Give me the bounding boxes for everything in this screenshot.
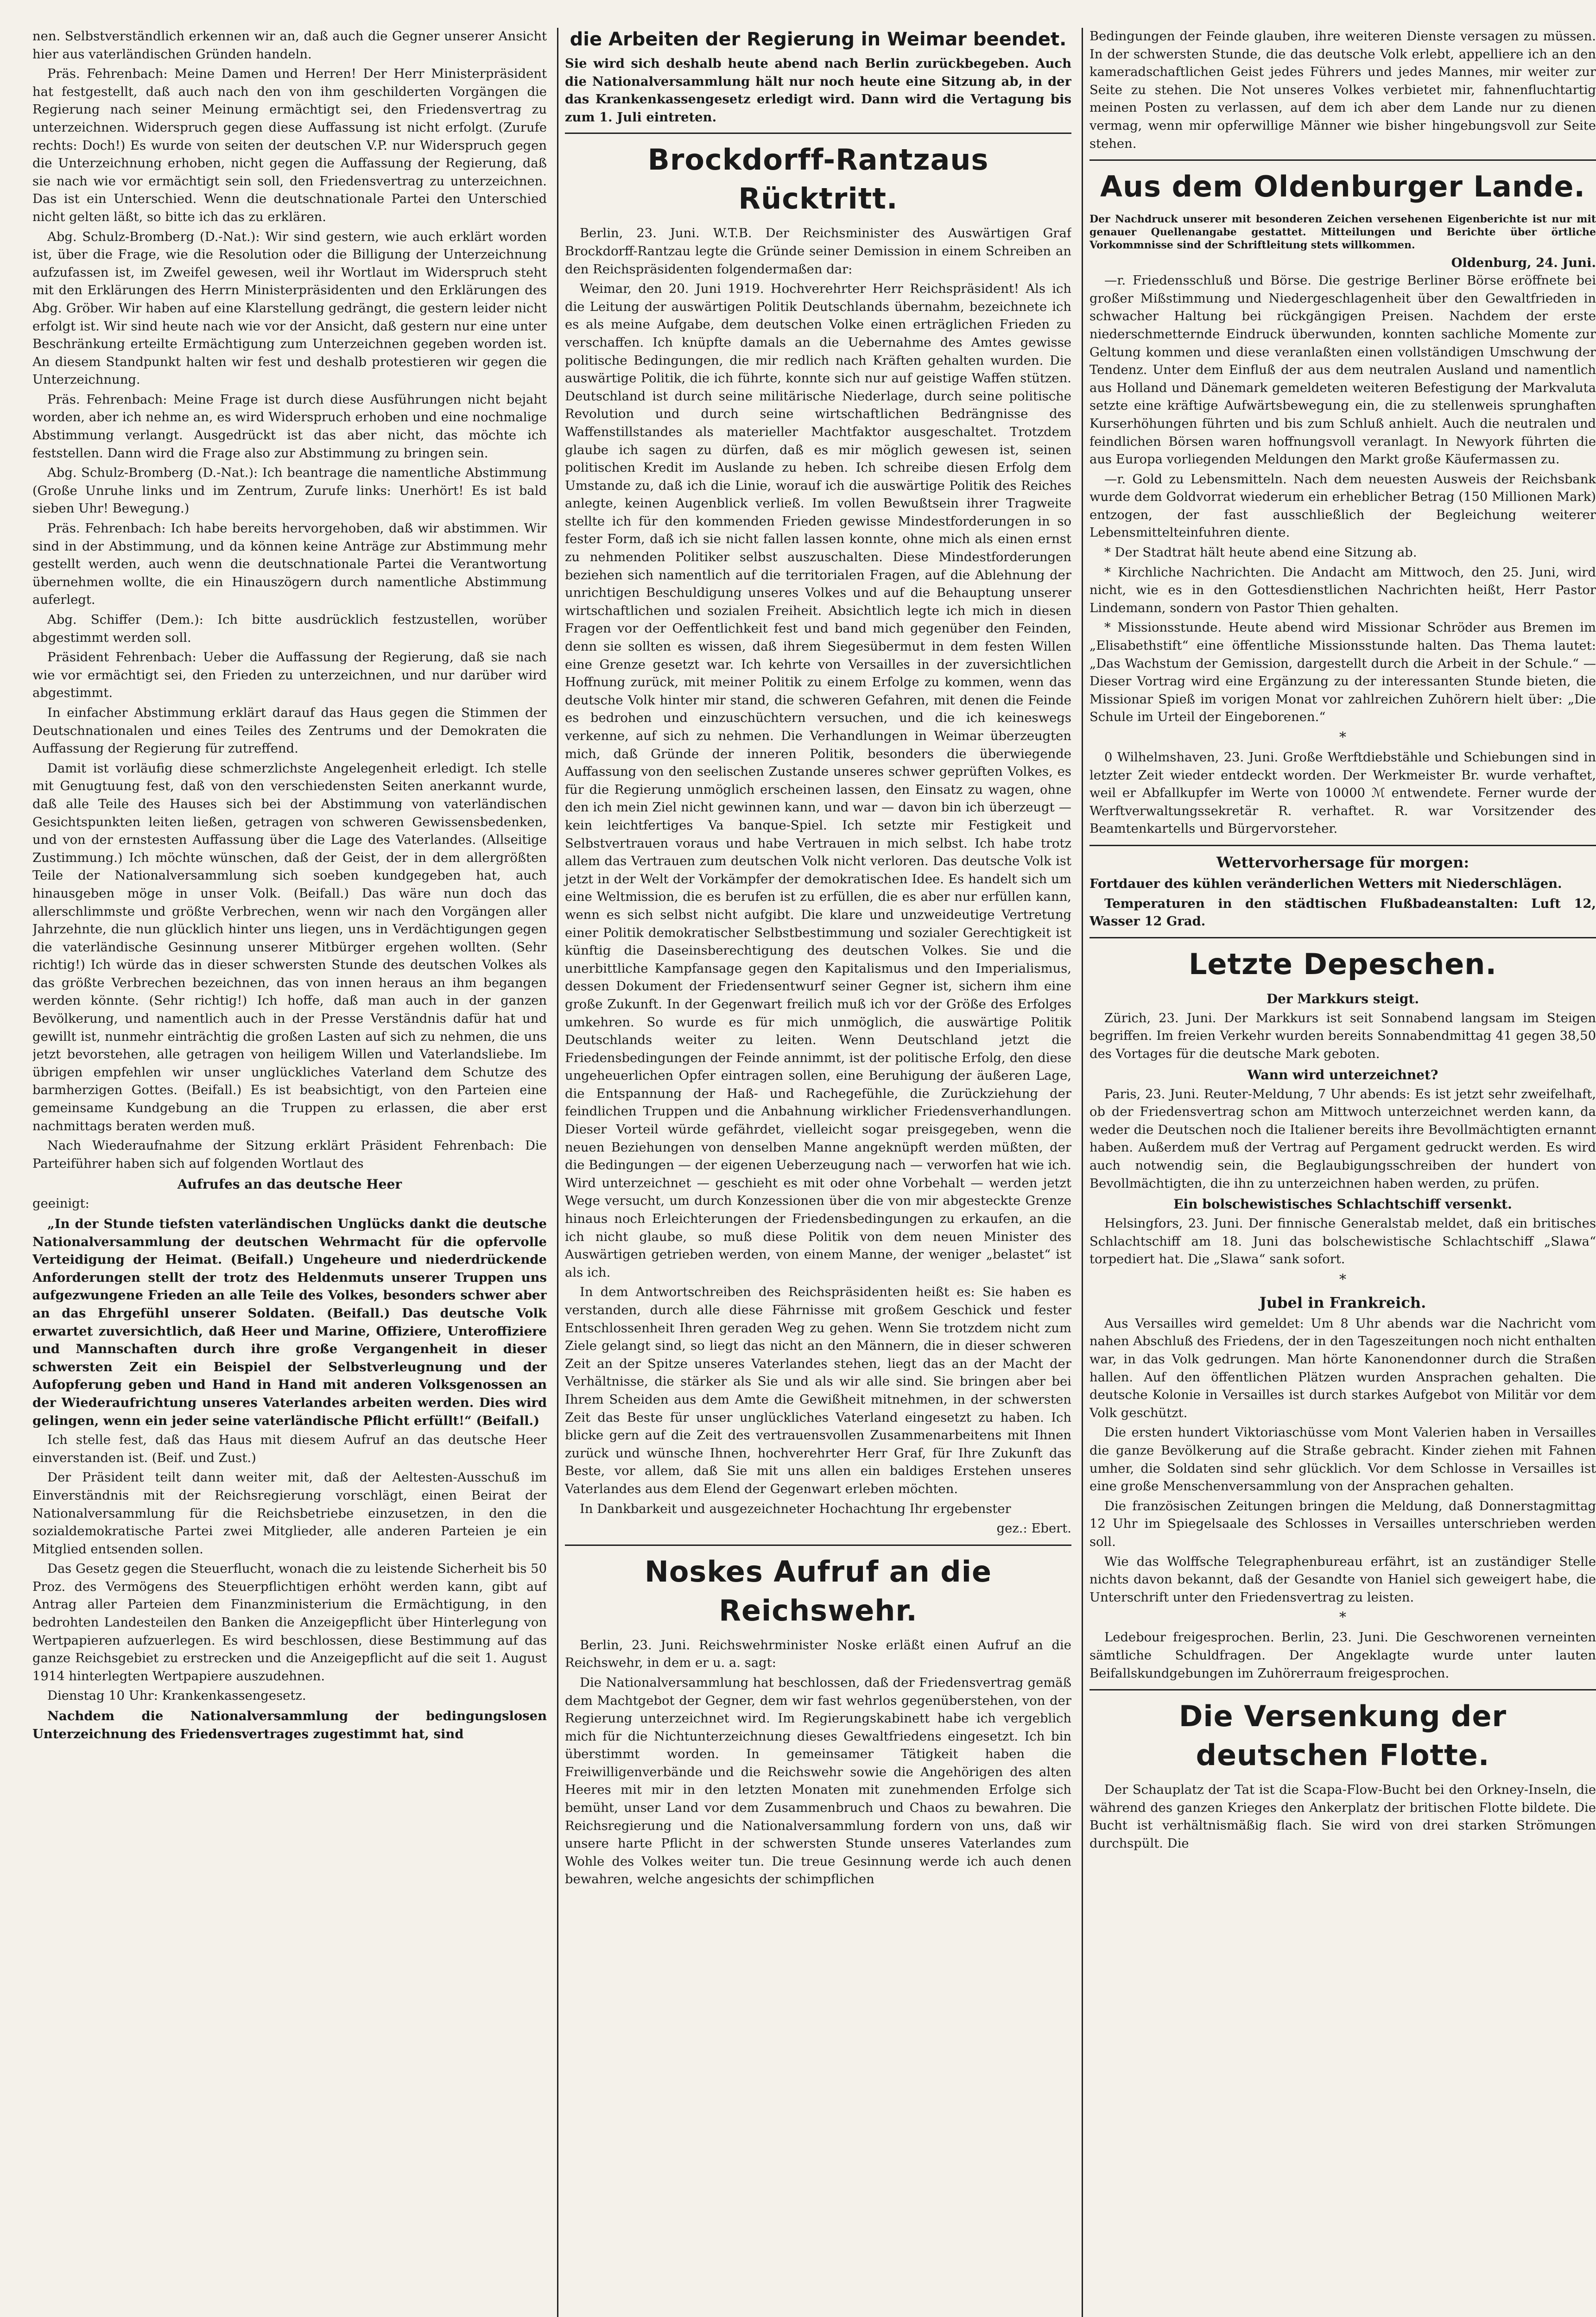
- headline-aus-dem-oldenburger-lande: Aus dem Oldenburger Lande.: [1100, 170, 1585, 204]
- dateline: Oldenburg, 24. Juni.: [1451, 255, 1596, 271]
- article-paragraph: —r. Gold zu Lebensmitteln. Nach dem neuesten Ausweis der Reichsbank wurde dem Goldvorrat wiederum ein erheblicher Betrag (150 Millionen Mark) entzogen, der fast ausschließlich der Begleichung weiterer Lebensmittelteinfuhren diente.: [1089, 472, 1596, 540]
- article-paragraph: Weimar, den 20. Juni 1919. Hochverehrter Herr Reichspräsident! Als ich die Leitung der auswärtigen Politik Deutschlands übernahm, bezeichnete ich es als meine Aufgabe, dem deutschen Volke einen erträglichen Frieden zu verschaffen. Ich knüpfte damals an die Uebernahme des Amtes gewisse politische Bedingungen, die mir redlich nach Kräften gehalten wurden. Die auswärtige Politik, die ich führte, konnte sich nur auf geistige Waffen stützen. Deutschland ist durch seine militärische Niederlage, durch seine politische Revolution und durch seine wirtschaftlichen Bedrängnisse des Waffenstillstandes als materieller Machtfaktor ausgeschaltet. Trotzdem glaube ich sagen zu dürfen, daß es mir möglich gewesen ist, seinen politischen Kredit im Auslande zu heben. Ich schreibe diesen Erfolg dem Umstande zu, daß ich die Linie, worauf ich die auswärtige Politik des Reiches anlegte, keinen Augenblick verließ. Im vollen Bewußtsein ihrer Tragweite stellte ich für den kommenden Frieden gewisse Mindestforderungen in so fester Form, daß ich sie nicht fallen lassen konnte, ohne mich als einen ernst zu nehmenden Politiker selbst auszuschalten. Diese Mindestforderungen beziehen sich namentlich auf die territorialen Fragen, auf die Ablehnung der unrichtigen Beschuldigung unseres Volkes und auf die Behauptung unserer wirtschaftlichen und sozialen Freiheit. Absichtlich legte ich mich in diesen Fragen vor der Oeffentlichkeit fest und band mich gegenüber den Feinden, denn sie sollten es wissen, daß ihrem Siegesübermut in dem festen Willen eine Grenze gesetzt war. Ich kehrte von Versailles in der zuversichtlichen Hoffnung zurück, mit meiner Politik zu einem Erfolge zu kommen, wenn das deutsche Volk hinter mir stand, die schweren Gefahren, mit denen die Feinde es bedrohen und einzuschüchtern versuchen, und die ich keineswegs verkenne, auf sich zu nehmen. Die Verhandlungen in Weimar überzeugten mich, daß Gründe der inneren Politik, besonders die überwiegende Auffassung von den seelischen Zustande unseres schwer geprüften Volkes, es für die Regierung unmöglich erscheinen lassen, den Einsatz zu wagen, ohne den ich mein Ziel nicht gewinnen kann, und war — davon bin ich überzeugt — kein leichtfertiges Va banque-Spiel. Ich setzte mir Festigkeit und Selbstvertrauen voraus und habe Vertrauen in mich selbst. Ich habe trotz allem das Vertrauen zum deutschen Volk nicht verloren. Das deutsche Volk ist jetzt in der Welt der Vorkämpfer der demokratischen Idee. Es handelt sich um eine Weltmission, die es berufen ist zu erfüllen, die es aber nur erfüllen kann, wenn es sich selbst nicht aufgibt. Die klare und unzweideutige Vertretung einer Politik demokratischer Selbstbestimmung und sozialer Gerechtigkeit ist künftig die Daseinsberechtigung des deutschen Volkes. Sie und die unerbittliche Kampfansage gegen den Kapitalismus und den Imperialismus, dessen Dokument der Friedensentwurf seiner Gegner ist, sichern ihm eine große Zukunft. In der Gegenwart freilich muß ich vor der Größe des Erfolges umkehren. So wurde es für mich unmöglich, die auswärtige Politik Deutschlands weiter zu leiten. Wenn Deutschland jetzt die Friedensbedingungen der Feinde annimmt, ist der politische Erfolg, den diese ungeheuerlichen Opfer eintragen sollen, eine Beruhigung der äußeren Lage, die Entspannung der Haß- und Rachegefühle, die Zurückziehung der feindlichen Truppen und die Anbahnung wirklicher Friedensverhandlungen. Dieser Vorteil würde gefährdet, vielleicht sogar preisgegeben, wenn die neuen Beziehungen von denselben Manne angeknüpft werden müßten, der die Bedingungen — der eigenen Ueberzeugung nach — verworfen hat wie ich. Wird unterzeichnet — geschieht es mit oder ohne Vorbehalt — werden jetzt Wege versucht, um durch Konzessionen über die von mir abgesteckte Grenze hinaus noch Erleichterungen der Friedensbedingungen zu erkaufen, an die ich nicht glaube, so muß diese Politik von dem neuen Minister des Auswärtigen getrieben werden, von einem Manne, der weniger „belastet“ ist als ich.: [565, 282, 1071, 1280]
- article-paragraph: Berlin, 23. Juni. W.T.B. Der Reichsminister des Auswärtigen Graf Brockdorff-Rantzau legte die Gründe seiner Demission in einem Schreiben an den Reichspräsidenten folgendermaßen dar:: [565, 226, 1071, 277]
- reprint-notice: Der Nachdruck unserer mit besonderen Zeichen versehenen Eigenberichte ist nur mit genauer Quellenangabe gestattet. Mitteilungen und Berichte über örtliche Vorkommnisse sind der Schriftleitung stets willkommen.: [1089, 213, 1596, 252]
- article-paragraph: Bedingungen der Feinde glauben, ihre weiteren Dienste versagen zu müssen. In der schwersten Stunde, die das deutsche Volk erlebt, appelliere ich an den kameradschaftlichen Geist jedes Führers und jedes Mannes, mir weiter zur Seite zu stehen. Die Not unseres Volkes verbietet mir, fahnenfluchtartig meinen Posten zu verlassen, auf dem ich aber dem Lande nur zu dienen vermag, wenn mir opferwillige Männer wie bisher hingebungsvoll zur Seite stehen.: [1089, 29, 1596, 151]
- article-paragraph: Zürich, 23. Juni. Der Markkurs ist seit Sonnabend langsam im Steigen begriffen. Im freien Verkehr wurden bereits Sonnabendmittag 41 gegen 38,50 des Vortages für die deutsche Mark geboten.: [1089, 1011, 1596, 1061]
- article-paragraph: Temperaturen in den städtischen Flußbadeanstalten: Luft 12, Wasser 12 Grad.: [1089, 896, 1596, 929]
- section-divider: [1089, 937, 1596, 938]
- headline-jubel-in-frankreich: Jubel in Frankreich.: [1259, 1293, 1426, 1311]
- headline-die-versenkung-der-deutschen-flotte: Die Versenkung der deutschen Flotte.: [1178, 1699, 1507, 1773]
- headline-ein-bolschewistisches-schlachtschiff-ver: Ein bolschewistisches Schlachtschiff versenkt.: [1173, 1196, 1512, 1212]
- headline-noskes-aufruf-an-die-reichswehr: Noskes Aufruf an die Reichswehr.: [644, 1554, 992, 1627]
- section-asterisk: *: [1339, 1609, 1346, 1626]
- article-paragraph: Paris, 23. Juni. Reuter-Meldung, 7 Uhr abends: Es ist jetzt sehr zweifelhaft, ob der Friedensvertrag schon am Mittwoch unterzeichnet werden kann, da weder die Deutschen noch die Italiener bereits ihre Bevollmächtigten ernannt haben. Außerdem muß der Vertrag auf Pergament gedruckt werden. Es wird auch notwendig sein, die Beglaubigungsschreiben der hundert von Bevollmächtigten, die ihn zu unterzeichnen haben werden, zu prüfen.: [1089, 1087, 1596, 1191]
- headline-brockdorff-rantzaus-rücktritt: Brockdorff-Rantzaus Rücktritt.: [647, 143, 989, 216]
- article-paragraph: Abg. Schulz-Bromberg (D.-Nat.): Wir sind gestern, wie auch erklärt worden ist, über die Frage, wie die Resolution oder die Billigung der Unterzeichnung aufzufassen ist, im Zweifel gewesen, weil ihr Wortlaut im Widerspruch steht mit den Erklärungen des Herrn Ministerpräsidenten und den Erklärungen des Abg. Gröber. Wir haben auf eine Klarstellung gedrängt, die gestern leider nicht erfolgt ist. Wir sind heute nach wie vor der Ansicht, daß gestern nur eine unter Beschränkung erteilte Ermächtigung zum Unterzeichnen gegeben worden ist. An diesem Standpunkt halten wir fest und deshalb protestieren wir gegen die Unterzeichnung.: [32, 229, 547, 387]
- right-column: [1082, 28, 1596, 2317]
- article-paragraph: Ich stelle fest, daß das Haus mit diesem Aufruf an das deutsche Heer einverstanden ist. (Beif. und Zust.): [32, 1433, 547, 1465]
- middle-column: [557, 28, 1071, 2317]
- article-paragraph: Dienstag 10 Uhr: Krankenkassengesetz.: [47, 1689, 306, 1703]
- article-paragraph: Damit ist vorläufig diese schmerzlichste Angelegenheit erledigt. Ich stelle mit Genugtuung fest, daß von den verschiedensten Seiten anerkannt wurde, daß alle Teile des Hauses sich bei der Abstimmung von vaterländischen Gesichtspunkten leiten ließen, getragen von schweren Gewissensbedenken, und von der ernstesten Auffassung über die Lage des Vaterlandes. (Allseitige Zustimmung.) Ich möchte wünschen, daß der Geist, der in dem allergrößten Teile der Nationalversammlung sich soeben kundgegeben hat, auch hinausgeben möge in unser Volk. (Beifall.) Das wäre nun doch das allerschlimmste und größte Verbrechen, wenn wir nach den Vorgängen aller Jahrzehnte, die nun glücklich hinter uns liegen, uns in Verdächtigungen gegen die vaterländische Gesinnung unserer Mitbürger ergehen wollten. (Sehr richtig!) Ich würde das in dieser schwersten Stunde des deutschen Volkes als das größte Verbrechen bezeichnen, das von innen heraus an ihm begangen werden könnte. (Sehr richtig!) Ich hoffe, daß man auch in der ganzen Bevölkerung, und namentlich auch in der Presse Verständnis dafür hat und gewillt ist, nunmehr einträchtig die großen Lasten auf sich zu nehmen, die uns jetzt bevorstehen, alle getragen von heiligem Willen und Vaterlandsliebe. Im übrigen empfehlen wir unser unglückliches Vaterland dem Schutze des barmherzigen Gottes. (Beifall.) Es ist beabsichtigt, von den Parteien eine gemeinsame Kundgebung an die Truppen zu erlassen, die aber erst nachmittags beraten werden muß.: [32, 761, 547, 1133]
- article-paragraph: Die französischen Zeitungen bringen die Meldung, daß Donnerstagmittag 12 Uhr im Spiegelsaale des Schlosses in Versailles unterschrieben werden soll.: [1089, 1499, 1596, 1549]
- headline-der-markkurs-steigt: Der Markkurs steigt.: [1266, 991, 1419, 1007]
- article-paragraph: —r. Friedensschluß und Börse. Die gestrige Berliner Börse eröffnete bei großer Mißstimmung und Niedergeschlagenheit über den Gewaltfrieden in schwacher Haltung bei rückgängigen Preisen. Nachdem der erste niederschmetternde Eindruck überwunden, konnten sachliche Momente zur Geltung kommen und diese veranlaßten einen vollständigen Umschwung der Tendenz. Unter dem Einfluß der aus dem neutralen Ausland und namentlich aus Holland und Dänemark gemeldeten weiteren Befestigung der Markvaluta setzte eine kräftige Aufwärtsbewegung ein, die zu stellenweis sprunghaften Kurserhöhungen führten und bis zum Schluß anhielt. Auch die neutralen und feindlichen Börsen waren hoffnungsvoll veranlagt. In Newyork führten die aus Europa vorliegenden Meldungen den Markt große Käufermassen zu.: [1089, 273, 1596, 467]
- article-paragraph: Ledebour freigesprochen. Berlin, 23. Juni. Die Geschworenen verneinten sämtliche Schuldfragen. Der Angeklagte wurde unter lauten Beifallskundgebungen im Zuhörerraum freigesprochen.: [1089, 1630, 1596, 1681]
- article-paragraph: Der Schauplatz der Tat ist die Scapa-Flow-Bucht bei den Orkney-Inseln, die während des ganzen Krieges den Ankerplatz der britischen Flotte bildete. Die Bucht ist verhältnismäßig flach. Sie wird von drei starken Strömungen durchspült. Die: [1089, 1783, 1596, 1851]
- article-paragraph: In einfacher Abstimmung erklärt darauf das Haus gegen die Stimmen der Deutschnationalen und eines Teiles des Zentrums und der Demokraten die Auffassung der Regierung für zutreffend.: [32, 705, 547, 756]
- article-paragraph: Wie das Wolffsche Telegraphenbureau erfährt, ist an zuständiger Stelle nichts davon bekannt, daß der Gesandte von Haniel sich geweigert habe, die Unterschrift unter den Friedensvertrag zu leisten.: [1089, 1554, 1596, 1605]
- headline-wettervorhersage-für-morgen: Wettervorhersage für morgen:: [1216, 853, 1469, 871]
- article-paragraph: Sie wird sich deshalb heute abend nach Berlin zurückbegeben. Auch die Nationalversammlung hält nur noch heute eine Sitzung ab, in der das Krankenkassengesetz erledigt wird. Dann wird die Vertagung bis zum 1. Juli eintreten.: [565, 56, 1071, 125]
- article-paragraph: Abg. Schiffer (Dem.): Ich bitte ausdrücklich festzustellen, worüber abgestimmt werden soll.: [32, 613, 547, 645]
- article-paragraph: Abg. Schulz-Bromberg (D.-Nat.): Ich beantrage die namentliche Abstimmung (Große Unruhe links und im Zentrum, Zurufe links: Unerhört! Es ist bald sieben Uhr! Bewegung.): [32, 466, 547, 516]
- section-divider: [565, 133, 1071, 134]
- article-paragraph: „In der Stunde tiefsten vaterländischen Unglücks dankt die deutsche Nationalversammlung der deutschen Wehrmacht für die opfervolle Verteidigung der Heimat. (Beifall.) Ungeheure und niederdrückende Anforderungen stellt der trotz des Heldenmuts unserer Truppen uns aufgezwungene Frieden an alle Teile des Volkes, besonders schwer aber an das Ehrgefühl unserer Soldaten. (Beifall.) Das deutsche Volk erwartet zuversichtlich, daß Heer und Marine, Offiziere, Unteroffiziere und Mannschaften durch ihre große Vergangenheit in dieser schwersten Zeit ein Beispiel der Selbstverleugnung und der Aufopferung geben und Hand in Hand mit anderen Volksgenossen an der Wiederaufrichtung unseres Vaterlandes arbeiten werden. Dies wird gelingen, wenn ein jeder seine vaterländische Pflicht erfüllt!“ (Beifall.): [32, 1216, 547, 1428]
- article-paragraph: Nachdem die Nationalversammlung der bedingungslosen Unterzeichnung des Friedensvertrages zugestimmt hat, sind: [32, 1709, 547, 1741]
- section-divider: [1089, 1689, 1596, 1690]
- section-asterisk: *: [1339, 729, 1346, 746]
- article-paragraph: Präs. Fehrenbach: Ich habe bereits hervorgehoben, daß wir abstimmen. Wir sind in der Abstimmung, und da können keine Anträge zur Abstimmung mehr gestellt werden, auch wenn die deutschnationale Partei die Verantwortung übernehmen wollte, die ein Hinauszögern durch namentliche Abstimmung auferlegt.: [32, 521, 547, 608]
- section-divider: [1089, 159, 1596, 161]
- headline-die-arbeiten-der-regierung-in-weimar-bee: die Arbeiten der Regierung in Weimar beendet.: [570, 29, 1067, 50]
- left-column: [32, 28, 547, 2317]
- section-asterisk: *: [1339, 1271, 1346, 1288]
- headline-letzte-depeschen: Letzte Depeschen.: [1188, 947, 1497, 981]
- article-paragraph: Der Präsident teilt dann weiter mit, daß der Aeltesten-Ausschuß im Einverständnis mit der Reichsregierung vorschlägt, einen Beirat der Nationalversammlung für die Reichsbetriebe einzusetzen, in den die sozialdemokratische Partei zwei Mitglieder, alle anderen Parteien je ein Mitglied entsenden sollen.: [32, 1470, 547, 1557]
- article-paragraph: gez.: Ebert.: [996, 1521, 1071, 1536]
- article-paragraph: Die Nationalversammlung hat beschlossen, daß der Friedensvertrag gemäß dem Machtgebot der Gegner, dem wir fast wehrlos gegenüberstehen, von der Regierung unterzeichnet wird. Im Regierungskabinett habe ich vergeblich mich für die Nichtunterzeichnung dieses Gewaltfriedens eingesetzt. Ich bin überstimmt worden. In gemeinsamer Tätigkeit haben die Freiwilligenverbände und die Reichswehr sowie die Angehörigen des alten Heeres mit mir in den letzten Monaten mit zunehmenden Erfolge sich bemüht, unser Land vor dem Zusammenbruch und Chaos zu bewahren. Die Reichsregierung und die Nationalversammlung fordern von uns, daß wir unsere harte Pflicht in der schwersten Stunde unseres Vaterlandes zum Wohle des Volkes weiter tun. Die treue Gesinnung werde ich auch denen bewahren, welche angesichts der schimpflichen: [565, 1675, 1071, 1887]
- article-paragraph: * Kirchliche Nachrichten. Die Andacht am Mittwoch, den 25. Juni, wird nicht, wie es in den Gottesdienstlichen Nachrichten heißt, Herr Pastor Lindemann, sondern von Pastor Thien gehalten.: [1089, 565, 1596, 615]
- article-paragraph: Fortdauer des kühlen veränderlichen Wetters mit Niederschlägen.: [1089, 876, 1562, 891]
- article-paragraph: Präs. Fehrenbach: Meine Damen und Herren! Der Herr Ministerpräsident hat festgestellt, daß auch nach den von ihm geschilderten Vorgängen die Regierung nach seiner Meinung ermächtigt sei, den Friedensvertrag zu unterzeichnen. Widerspruch gegen diese Auffassung ist nicht erfolgt. (Zurufe rechts: Doch!) Es wurde von seiten der deutschen V.P. nur Widerspruch gegen die Unterzeichnung erhoben, nicht gegen die Auffassung der Regierung, daß sie nach wie vor ermächtigt sein soll, den Friedensvertrag zu unterzeichnen. Das ist ein Unterschied. Wenn die deutschnationale Partei den Unterschied nicht gelten läßt, so bitte ich das zu erklären.: [32, 67, 547, 224]
- article-paragraph: Die ersten hundert Viktoriaschüsse vom Mont Valerien haben in Versailles die ganze Bevölkerung auf die Straße gebracht. Kinder ziehen mit Fahnen umher, die Soldaten sind sehr glücklich. Vor dem Schlosse in Versailles ist eine große Menschenversammlung von der Ansprachen gehalten.: [1089, 1425, 1596, 1494]
- section-divider: [565, 1545, 1071, 1546]
- article-paragraph: Präs. Fehrenbach: Meine Frage ist durch diese Ausführungen nicht bejaht worden, aber ich nehme an, es wird Widerspruch erhoben und eine nochmalige Abstimmung verlangt. Ausgedrückt ist das aber nicht, das möchte ich feststellen. Dann wird die Frage also zur Abstimmung zu bringen sein.: [32, 392, 547, 461]
- article-paragraph: Das Gesetz gegen die Steuerflucht, wonach die zu leistende Sicherheit bis 50 Proz. des Vermögens des Steuerpflichtigen erhöht werden kann, gibt auf Antrag aller Parteien dem Finanzministerium die Ermächtigung, in den bedrohten Landesteilen den Banken die Anzeigepflicht über Hinterlegung von Wertpapieren aufzuerlegen. Es wird beschlossen, diese Bestimmung auf das ganze Reichsgebiet zu erstrecken und die Anzeigepflicht auf die seit 1. August 1914 hinterlegten Wertpapiere auszudehnen.: [32, 1562, 547, 1684]
- article-paragraph: 0 Wilhelmshaven, 23. Juni. Große Werftdiebstähle und Schiebungen sind in letzter Zeit wieder entdeckt worden. Der Werkmeister Br. wurde verhaftet, weil er Abfallkupfer im Werte von 10000 ℳ entwendete. Ferner wurde der Werftverwaltungssekretär R. verhaftet. R. war Vorsitzender des Beamtenkartells und Bürgervorsteher.: [1089, 750, 1596, 836]
- article-paragraph: Aus Versailles wird gemeldet: Um 8 Uhr abends war die Nachricht vom nahen Abschluß des Friedens, der in den Tageszeitungen noch nicht enthalten war, in das Volk gedrungen. Man hörte Kanonendonner durch die Straßen hallen. Auf den öffentlichen Plätzen wurden Ansprachen gehalten. Die deutsche Kolonie in Versailles ist durch starkes Aufgebot von Militär vor dem Volk geschützt.: [1089, 1316, 1596, 1420]
- article-paragraph: * Der Stadtrat hält heute abend eine Sitzung ab.: [1104, 545, 1417, 560]
- article-paragraph: geeinigt:: [32, 1196, 89, 1211]
- article-paragraph: Präsident Fehrenbach: Ueber die Auffassung der Regierung, daß sie nach wie vor ermächtigt sei, den Frieden zu unterzeichnen, und nur darüber wird abgestimmt.: [32, 650, 547, 701]
- article-paragraph: Helsingfors, 23. Juni. Der finnische Generalstab meldet, daß ein britisches Schlachtschiff am 18. Juni das bolschewistische Schlachtschiff „Slawa“ torpediert hat. Die „Slawa“ sank sofort.: [1089, 1216, 1596, 1267]
- article-paragraph: Berlin, 23. Juni. Reichswehrminister Noske erläßt einen Aufruf an die Reichswehr, in dem er u. a. sagt:: [565, 1638, 1071, 1671]
- article-paragraph: nen. Selbstverständlich erkennen wir an, daß auch die Gegner unserer Ansicht hier aus vaterländischen Gründen handeln.: [32, 29, 547, 62]
- article-paragraph: In dem Antwortschreiben des Reichspräsidenten heißt es: Sie haben es verstanden, durch alle diese Fährnisse mit großem Geschick und fester Entschlossenheit Ihren geraden Weg zu gehen. Wenn Sie trotzdem nicht zum Ziele gelangt sind, so liegt das nicht an den Männern, die in dieser schweren Zeit an der Spitze unseres Vaterlandes stehen, liegt das an der Macht der Verhältnisse, die stärker als Sie und als wir alle sind. Sie bringen aber bei Ihrem Scheiden aus dem Amte die Gewißheit mitnehmen, in der schwersten Zeit das Beste für unser unglückliches Vaterland eingesetzt zu haben. Ich blicke gern auf die Zeit des vertrauensvollen Zusammenarbeitens mit Ihnen zurück und wünsche Ihnen, hochverehrter Herr Graf, für Ihre Zukunft das Beste, vor allem, daß Sie mit uns allen ein baldiges Erstehen unseres Vaterlandes aus dem Elend der Gegenwart erleben möchten.: [565, 1285, 1071, 1496]
- headline-aufrufes-an-das-deutsche-heer: Aufrufes an das deutsche Heer: [177, 1177, 402, 1192]
- article-paragraph: In Dankbarkeit und ausgezeichneter Hochachtung Ihr ergebenster: [580, 1501, 1011, 1516]
- headline-wann-wird-unterzeichnet: Wann wird unterzeichnet?: [1247, 1067, 1438, 1083]
- section-divider: [1089, 845, 1596, 846]
- article-paragraph: * Missionsstunde. Heute abend wird Missionar Schröder aus Bremen im „Elisabethstift“ eine öffentliche Missionsstunde halten. Das Thema lautet: „Das Wachstum der Gemission, dargestellt durch die Arbeit in der Schule.“ — Dieser Vortrag wird eine Ergänzung zu der interessanten Stunde bieten, die Missionar Spieß im vorigen Monat vor zahlreichen Zuhörern hielt über: „Die Schule im Urteil der Eingeborenen.“: [1089, 620, 1596, 725]
- article-paragraph: Nach Wiederaufnahme der Sitzung erklärt Präsident Fehrenbach: Die Parteiführer haben sich auf folgenden Wortlaut des: [32, 1139, 547, 1171]
